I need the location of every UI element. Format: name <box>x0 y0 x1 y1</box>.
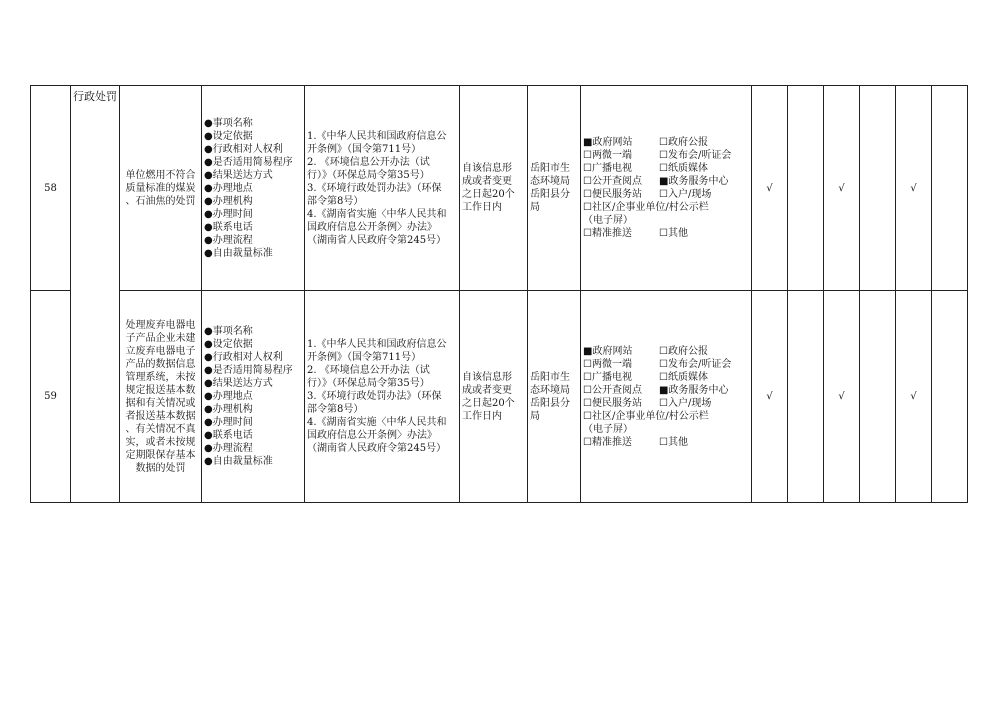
channel-option: ☐入户/现场 <box>659 397 712 409</box>
law-line: 4.《湖南省实施〈中华人民共和 <box>307 208 447 220</box>
channel-row <box>583 423 749 436</box>
channel-option: ☐社区/企事业单位/村公示栏 <box>583 410 709 422</box>
agency-line: 态环境局 <box>530 176 570 187</box>
info-item: ●行政相对人权利 <box>204 143 283 155</box>
item-line: 处理废弃电器电 <box>125 319 196 331</box>
channel-row <box>583 162 749 175</box>
info-item: ●办理机构 <box>204 195 253 207</box>
mark-cell <box>788 291 824 503</box>
item-line: 规定报送基本数 <box>125 384 196 396</box>
row-number: 58 <box>31 86 71 291</box>
info-item: ●办理地点 <box>204 391 253 402</box>
channel-row <box>583 358 749 371</box>
law-line: 3.《环境行政处罚办法》（环保 <box>307 182 442 194</box>
channel-option: ☐政府公报 <box>659 137 708 148</box>
law-line: 1.《中华人民共和国政府信息公 <box>307 130 447 142</box>
info-item: ●是否适用简易程序 <box>204 156 293 168</box>
item-line: 定期限保存基本 <box>125 449 196 461</box>
table-row <box>31 291 968 503</box>
mark-cell <box>932 86 968 291</box>
channel-option: ☐精准推送 <box>583 436 632 448</box>
channel-option: ☐广播电视 <box>583 163 632 174</box>
time-limit-cell <box>460 291 528 503</box>
law-line: （湖南省人民政府令第245号） <box>307 234 447 246</box>
info-item: ●办理时间 <box>204 417 253 428</box>
law-line: 行）》（环保总局令第35号） <box>307 378 430 389</box>
channel-option: ☐发布会/听证会 <box>659 150 732 161</box>
agency-cell <box>528 291 581 503</box>
info-item: ●设定依据 <box>204 130 253 142</box>
legal-basis-cell <box>305 86 460 291</box>
item-line: 据和有关情况或 <box>125 397 196 409</box>
channel-row <box>583 149 749 162</box>
channels-cell <box>581 86 752 291</box>
channel-option: ☐政府公报 <box>659 345 708 357</box>
item-name-cell <box>120 86 202 291</box>
channel-row <box>583 227 749 240</box>
channel-option: ☐两微一端 <box>583 150 632 161</box>
time-line: 自该信息形 <box>462 371 512 383</box>
time-line: 工作日内 <box>462 410 502 422</box>
agency-line: 岳阳市生 <box>530 163 570 174</box>
info-item: ●办理机构 <box>204 404 253 415</box>
channels-cell <box>581 291 752 503</box>
info-item: ●联系电话 <box>204 221 253 233</box>
channel-option: ☐公开查阅点 <box>583 176 642 187</box>
time-line: 自该信息形 <box>462 163 512 174</box>
mark-cell <box>860 291 896 503</box>
channel-option: ☐入户/现场 <box>659 189 712 200</box>
info-item: ●办理时间 <box>204 208 253 220</box>
channel-option: ☐精准推送 <box>583 228 632 239</box>
channel-option: ■政府网站 <box>583 345 633 357</box>
agency-line: 局 <box>530 410 540 422</box>
info-item: ●结果送达方式 <box>204 378 273 389</box>
channel-option: ☐社区/企事业单位/村公示栏 <box>583 202 709 213</box>
law-line: 开条例》（国令第711号） <box>307 143 422 155</box>
channel-option: ☐两微一端 <box>583 358 632 370</box>
law-line: 国政府信息公开条例〉办法》 <box>307 430 437 441</box>
info-item: ●行政相对人权利 <box>204 352 283 363</box>
item-line: 质量标准的煤炭 <box>125 182 196 194</box>
law-line: 部令第8号） <box>307 195 364 207</box>
agency-line: 岳阳县分 <box>530 189 570 200</box>
item-line: 立废弃电器电子 <box>125 345 196 357</box>
agency-cell <box>528 86 581 291</box>
row-number: 59 <box>31 291 71 503</box>
channel-option: ■政府网站 <box>583 137 633 148</box>
law-line: 行）》（环保总局令第35号） <box>307 169 430 181</box>
channel-row <box>583 436 749 449</box>
channel-row <box>583 136 749 149</box>
mark-cell: √ <box>752 291 788 503</box>
item-line: 管理系统，未按 <box>125 371 196 383</box>
item-line: 产品的数据信息 <box>125 358 196 370</box>
time-line: 工作日内 <box>462 202 502 213</box>
table-row <box>31 86 968 291</box>
item-line: 单位燃用不符合 <box>125 169 196 181</box>
info-item: ●自由裁量标准 <box>204 247 273 259</box>
agency-line: 岳阳市生 <box>530 371 570 383</box>
channel-option: ☐便民服务站 <box>583 189 642 200</box>
info-item: ●办理流程 <box>204 443 253 454</box>
mark-cell: √ <box>752 86 788 291</box>
time-limit-cell <box>460 86 528 291</box>
law-line: 开条例》（国令第711号） <box>307 352 422 363</box>
law-line: 2. 《环境信息公开办法（试 <box>307 365 430 376</box>
disclosure-table <box>30 85 968 503</box>
channel-row <box>583 371 749 384</box>
info-item: ●办理地点 <box>204 182 253 194</box>
item-line: 实，或者未按规 <box>125 436 196 448</box>
info-item: ●办理流程 <box>204 234 253 246</box>
time-line: 成或者变更 <box>462 384 512 396</box>
channel-option: ☐纸质媒体 <box>659 371 708 383</box>
channel-row <box>583 384 749 397</box>
channel-option: （电子屏） <box>583 423 633 435</box>
mark-cell <box>932 291 968 503</box>
channel-row <box>583 175 749 188</box>
channel-option: ☐纸质媒体 <box>659 163 708 174</box>
channel-row <box>583 397 749 410</box>
channel-option: ☐其他 <box>659 228 688 239</box>
law-line: 1.《中华人民共和国政府信息公 <box>307 339 447 350</box>
channel-option: ■政务服务中心 <box>659 384 729 396</box>
channel-row <box>583 410 749 423</box>
agency-line: 岳阳县分 <box>530 397 570 409</box>
legal-basis-cell <box>305 291 460 503</box>
time-line: 成或者变更 <box>462 176 512 187</box>
law-line: 部令第8号） <box>307 404 364 415</box>
law-line: 4.《湖南省实施〈中华人民共和 <box>307 417 447 428</box>
mark-cell: √ <box>896 86 932 291</box>
item-line: 者报送基本数据 <box>125 410 196 422</box>
law-line: 2. 《环境信息公开办法（试 <box>307 156 430 168</box>
channel-option: ☐发布会/听证会 <box>659 358 732 370</box>
info-item: ●结果送达方式 <box>204 169 273 181</box>
info-item: ●事项名称 <box>204 117 253 129</box>
time-line: 之日起20个 <box>462 397 515 409</box>
channel-option: ☐其他 <box>659 436 688 448</box>
item-line: 、石油焦的处罚 <box>125 195 196 207</box>
channel-option: ■政务服务中心 <box>659 176 729 187</box>
item-line: 数据的处罚 <box>135 462 186 474</box>
mark-cell: √ <box>896 291 932 503</box>
item-name-cell <box>120 291 202 503</box>
disclosure-content-cell <box>202 86 305 291</box>
disclosure-content-cell <box>202 291 305 503</box>
law-line: 3.《环境行政处罚办法》（环保 <box>307 391 442 402</box>
law-line: （湖南省人民政府令第245号） <box>307 443 447 454</box>
item-line: 子产品企业未建 <box>125 332 196 344</box>
channel-row <box>583 201 749 214</box>
mark-cell: √ <box>824 291 860 503</box>
channel-option: ☐广播电视 <box>583 371 632 383</box>
category-cell: 行政处罚 <box>71 86 120 503</box>
time-line: 之日起20个 <box>462 189 515 200</box>
info-item: ●联系电话 <box>204 430 253 441</box>
info-item: ●事项名称 <box>204 326 253 337</box>
mark-cell: √ <box>824 86 860 291</box>
agency-line: 局 <box>530 202 540 213</box>
agency-line: 态环境局 <box>530 384 570 396</box>
channel-row <box>583 214 749 227</box>
mark-cell <box>860 86 896 291</box>
info-item: ●是否适用简易程序 <box>204 365 293 376</box>
channel-option: ☐便民服务站 <box>583 397 642 409</box>
item-line: 、有关情况不真 <box>125 423 196 435</box>
law-line: 国政府信息公开条例〉办法》 <box>307 221 437 233</box>
channel-row <box>583 345 749 358</box>
channel-option: （电子屏） <box>583 215 633 226</box>
mark-cell <box>788 86 824 291</box>
channel-option: ☐公开查阅点 <box>583 384 642 396</box>
info-item: ●设定依据 <box>204 339 253 350</box>
info-item: ●自由裁量标准 <box>204 456 273 467</box>
channel-row <box>583 188 749 201</box>
